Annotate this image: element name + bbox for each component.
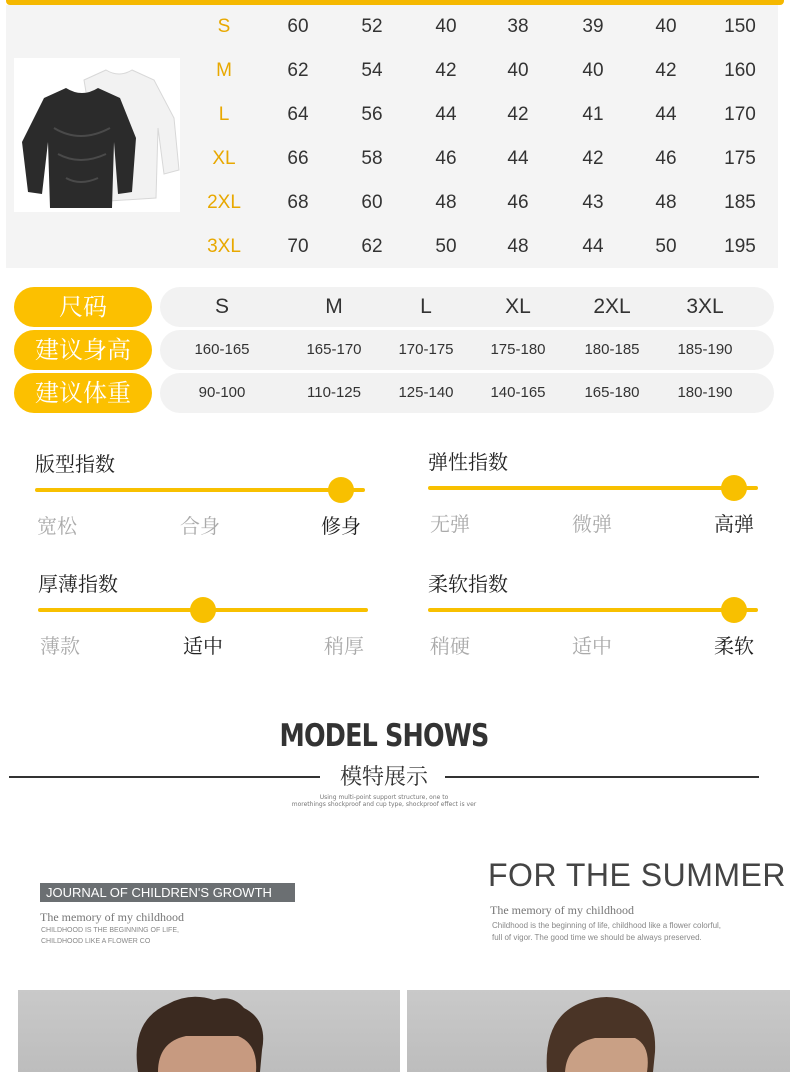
measure-cell: 54 <box>361 60 383 81</box>
journal-right-line-1: Childhood is the beginning of life, childhood like a flower colorful, <box>492 921 722 930</box>
softness-index-label: 适中 <box>572 634 612 658</box>
rec-height-value: 160-165 <box>194 341 250 358</box>
measure-cell: 195 <box>724 236 756 257</box>
measure-cell: 42 <box>507 104 529 125</box>
journal-left-line-1: CHILDHOOD IS THE BEGINNING OF LIFE, <box>41 927 179 934</box>
measure-cell: 64 <box>287 104 309 125</box>
rec-height-value: 170-175 <box>398 341 454 358</box>
stretch-index-label: 无弹 <box>430 512 470 536</box>
measure-cell: 56 <box>361 104 383 125</box>
measure-cell: 39 <box>582 16 604 37</box>
measure-cell: 62 <box>287 60 309 81</box>
size-table-row <box>6 93 778 137</box>
divider-left <box>9 776 320 778</box>
fit-index <box>35 448 375 558</box>
height-label-badge: 建议身高 <box>14 330 152 370</box>
fit-index-track <box>35 488 365 492</box>
measure-cell: 40 <box>582 60 604 81</box>
measure-cell: 44 <box>507 148 529 169</box>
thickness-index-label: 薄款 <box>40 634 80 658</box>
stretch-index-label: 高弹 <box>714 512 754 536</box>
rec-height-value: 185-190 <box>677 341 733 358</box>
measure-cell: 42 <box>435 60 457 81</box>
fit-index-label: 宽松 <box>37 514 77 538</box>
measure-cell: 41 <box>582 104 604 125</box>
size-cell: M <box>216 60 232 81</box>
measure-cell: 48 <box>507 236 529 257</box>
measure-cell: 40 <box>435 16 457 37</box>
fit-index-knob <box>328 477 354 503</box>
softness-index-label: 柔软 <box>714 634 754 658</box>
thickness-index-knob <box>190 597 216 623</box>
height-list-pill <box>160 330 774 370</box>
rec-size-value: L <box>420 295 432 318</box>
rec-height-value: 175-180 <box>490 341 546 358</box>
model-photo-right <box>407 990 790 1072</box>
rec-weight-value: 90-100 <box>198 384 246 401</box>
size-table-row <box>6 225 778 269</box>
measure-cell: 43 <box>582 192 604 213</box>
stretch-index <box>428 446 768 556</box>
measure-cell: 60 <box>361 192 383 213</box>
softness-index-label: 稍硬 <box>430 634 470 658</box>
journal-right-line-2: full of vigor. The good time we should be always preserved. <box>492 933 702 942</box>
measure-cell: 68 <box>287 192 309 213</box>
measure-cell: 42 <box>655 60 677 81</box>
rec-weight-value: 110-125 <box>307 384 361 401</box>
journal-left-memory: The memory of my childhood <box>40 910 184 924</box>
size-cell: L <box>218 104 230 125</box>
rec-height-value: 165-170 <box>306 341 362 358</box>
measure-cell: 62 <box>361 236 383 257</box>
softness-index <box>428 568 768 678</box>
model-shows-caption <box>230 794 538 808</box>
measure-cell: 50 <box>435 236 457 257</box>
model-head-left <box>18 990 400 1072</box>
stretch-index-knob <box>721 475 747 501</box>
thickness-index-label: 稍厚 <box>324 634 364 658</box>
model-photo-left <box>18 990 400 1072</box>
rec-size-value: M <box>325 295 343 318</box>
measure-cell: 66 <box>287 148 309 169</box>
measure-cell: 60 <box>287 16 309 37</box>
size-cell: 3XL <box>207 236 241 257</box>
measure-cell: 40 <box>655 16 677 37</box>
measure-cell: 160 <box>724 60 756 81</box>
size-label-badge: 尺码 <box>14 287 152 327</box>
size-table-row <box>6 49 778 93</box>
journal-right-text <box>492 920 721 944</box>
fit-index-label: 合身 <box>180 514 220 538</box>
size-table-row <box>6 5 778 49</box>
caption-line-1: Using multi-point support structure, one to <box>319 794 449 801</box>
measure-cell: 48 <box>435 192 457 213</box>
rec-weight-value: 140-165 <box>490 384 546 401</box>
size-list-pill <box>160 287 774 327</box>
journal-left-line-2: CHILDHOOD LIKE A FLOWER CO <box>41 938 151 945</box>
journal-left-text <box>41 925 179 947</box>
softness-index-track <box>428 608 758 612</box>
rec-size-value: S <box>214 295 229 318</box>
measure-cell: 150 <box>724 16 756 37</box>
rec-size-value: 3XL <box>686 295 724 318</box>
stretch-index-track <box>428 486 758 490</box>
size-cell: 2XL <box>207 192 241 213</box>
measure-cell: 40 <box>507 60 529 81</box>
rec-height-value: 180-185 <box>584 341 640 358</box>
divider-right <box>445 776 759 778</box>
measure-cell: 44 <box>435 104 457 125</box>
stretch-index-label: 微弹 <box>572 512 612 536</box>
weight-list-pill <box>160 373 774 413</box>
summer-heading: FOR THE SUMMER <box>488 857 786 893</box>
model-shows-subtitle: 模特展示 <box>339 765 428 790</box>
measure-cell: 170 <box>724 104 756 125</box>
measure-cell: 175 <box>724 148 756 169</box>
softness-index-knob <box>721 597 747 623</box>
thickness-index-title: 厚薄指数 <box>38 572 118 596</box>
fit-index-title: 版型指数 <box>35 452 115 476</box>
weight-label-badge: 建议体重 <box>14 373 152 413</box>
measure-cell: 52 <box>361 16 383 37</box>
journal-right-memory: The memory of my childhood <box>490 903 634 917</box>
measure-cell: 48 <box>655 192 677 213</box>
measure-cell: 44 <box>582 236 604 257</box>
rec-size-value: XL <box>505 295 531 318</box>
measure-cell: 46 <box>507 192 529 213</box>
measure-cell: 42 <box>582 148 604 169</box>
fit-index-label: 修身 <box>321 514 361 538</box>
model-shows-title: MODEL SHOWS <box>279 718 489 754</box>
stretch-index-title: 弹性指数 <box>428 450 508 474</box>
measure-cell: 44 <box>655 104 677 125</box>
measure-cell: 185 <box>724 192 756 213</box>
rec-weight-value: 125-140 <box>398 384 454 401</box>
rec-size-value: 2XL <box>593 295 631 318</box>
rec-weight-value: 180-190 <box>677 384 733 401</box>
measure-cell: 38 <box>507 16 529 37</box>
thickness-index-label: 适中 <box>183 634 223 658</box>
size-cell: S <box>217 16 231 37</box>
size-cell: XL <box>212 148 236 169</box>
journal-band: JOURNAL OF CHILDREN'S GROWTH <box>40 883 295 902</box>
rec-weight-value: 165-180 <box>584 384 640 401</box>
measure-cell: 70 <box>287 236 309 257</box>
measure-cell: 50 <box>655 236 677 257</box>
measure-cell: 46 <box>435 148 457 169</box>
size-chart-table <box>6 5 778 268</box>
measure-cell: 46 <box>655 148 677 169</box>
measure-cell: 58 <box>361 148 383 169</box>
thickness-index <box>38 568 378 678</box>
model-head-right <box>407 990 790 1072</box>
size-table-row <box>6 181 778 225</box>
softness-index-title: 柔软指数 <box>428 572 508 596</box>
size-table-row <box>6 137 778 181</box>
caption-line-2: morethings shockproof and cup type, shockproof effect is ver <box>291 801 477 808</box>
